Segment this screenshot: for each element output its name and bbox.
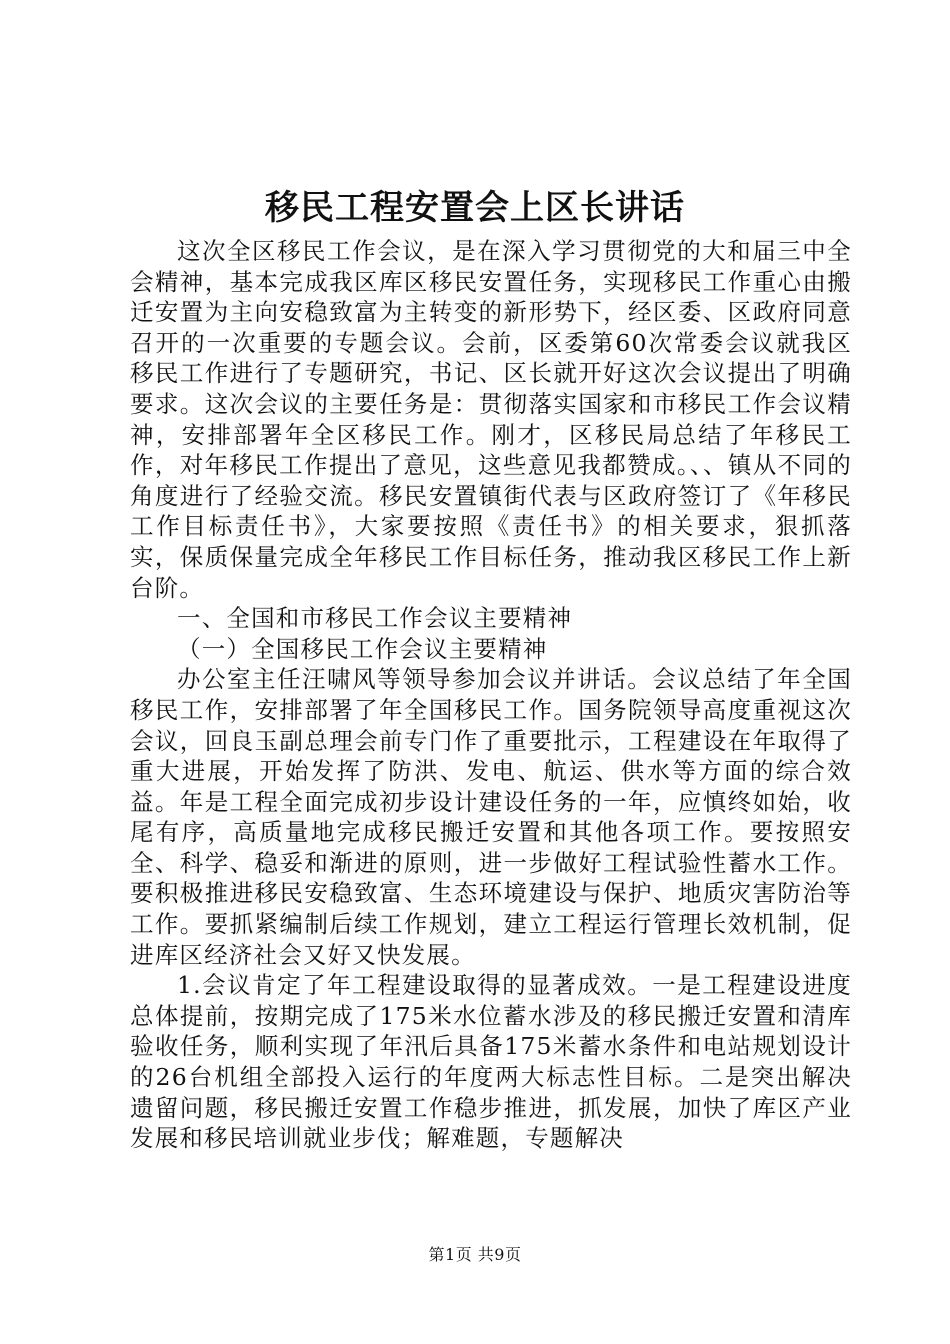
section-heading: 一、全国和市移民工作会议主要精神 — [177, 604, 573, 633]
document-title: 移民工程安置会上区长讲话 — [265, 188, 685, 228]
page-footer: 第1页 共9页 — [428, 1245, 522, 1264]
document-body — [130, 236, 852, 1154]
subsection-heading: （一）全国移民工作会议主要精神 — [177, 634, 548, 663]
paragraph-national-meeting: 办公室主任汪啸风等领导参加会议并讲话。会议总结了年全国移民工作，安排部署了年全国移民工作。国务院领导高度重视这次会议，回良玉副总理会前专门作了重要批示，工程建设在年取得了重大进展，开始发挥了防洪、发电、航运、供水等方面的综合效益。年是工程全面完成初步设计建设任务的一年，应慎终如始，收尾有序，高质量地完成移民搬迁安置和其他各项工作。要按照安全、科学、稳妥和渐进的原则，进一步做好工程试验性蓄水工作。要积极推进移民安稳致富、生态环境建设与保护、地质灾害防治等工作。要抓紧编制后续工作规划，建立工程运行管理长效机制，促进库区经济社会又好又快发展。 — [130, 665, 852, 969]
paragraph-intro: 这次全区移民工作会议，是在深入学习贯彻党的大和届三中全会精神，基本完成我区库区移民安置任务，实现移民工作重心由搬迁安置为主向安稳致富为主转变的新形势下，经区委、区政府同意召开的一次重要的专题会议。会前，区委第60次常委会议就我区移民工作进行了专题研究，书记、区长就开好这次会议提出了明确要求。这次会议的主要任务是：贯彻落实国家和市移民工作会议精神，安排部署年全区移民工作。刚才，区移民局总结了年移民工作，对年移民工作提出了意见，这些意见我都赞成。、、镇从不同的角度进行了经验交流。移民安置镇街代表与区政府签订了《年移民工作目标责任书》，大家要按照《责任书》的相关要求，狠抓落实，保质保量完成全年移民工作目标任务，推动我区移民工作上新台阶。 — [130, 237, 852, 602]
paragraph-point-1: 1.会议肯定了年工程建设取得的显著成效。一是工程建设进度总体提前，按期完成了175米水位蓄水涉及的移民搬迁安置和清库验收任务，顺利实现了年汛后具备175米蓄水条件和电站规划设计的26台机组全部投入运行的年度两大标志性目标。二是突出解决遗留问题，移民搬迁安置工作稳步推进，抓发展，加快了库区产业发展和移民培训就业步伐；解难题，专题解决 — [130, 971, 852, 1153]
